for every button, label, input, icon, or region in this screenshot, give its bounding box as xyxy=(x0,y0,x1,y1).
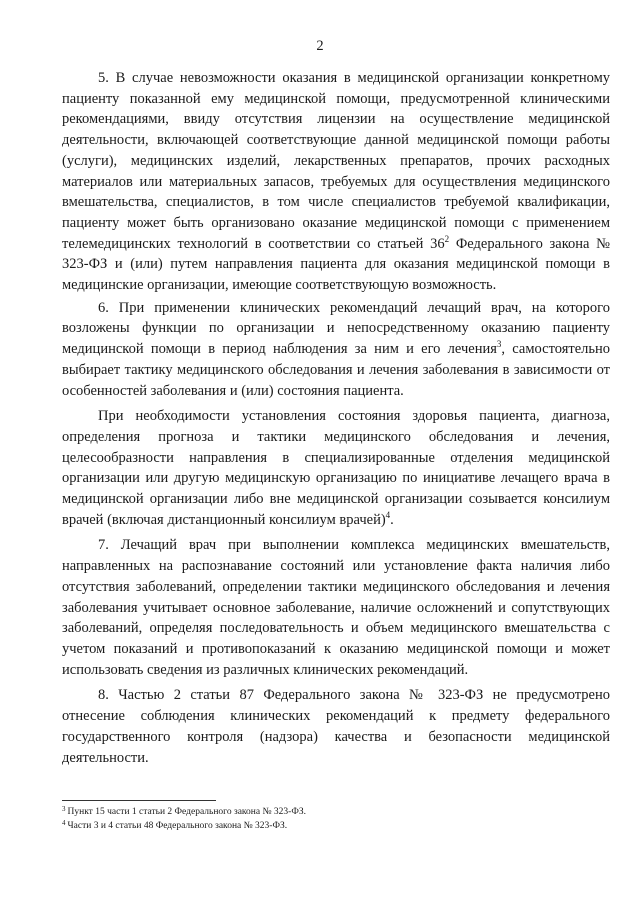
footnotes xyxy=(62,806,610,833)
superscript: 2 xyxy=(444,233,450,244)
footnote-mark: 3 xyxy=(62,805,66,813)
paragraph-8 xyxy=(62,685,610,768)
footnote-ref-4: 4 xyxy=(385,509,391,520)
paragraph-text: . xyxy=(390,511,394,528)
paragraph-text: 7. Лечащий врач при выполнении комплекса медицинских вмешательств, направленных на распознавание состояний или установление факта наличия либо отсутствия заболеваний, определении тактики медицинского обследования и лечения заболевания учитывает основное заболевание, наличие осложнений и сопутствующих заболеваний, определяя последовательность и объем медицинского вмешательства с учетом показаний и противопоказаний к оказанию медицинской помощи и может использовать сведения из различных клинических рекомендаций. xyxy=(62,537,610,678)
paragraph-6 xyxy=(62,298,610,402)
paragraph-5 xyxy=(62,68,610,296)
footnote-3 xyxy=(62,806,610,820)
paragraph-text: 8. Частью 2 статьи 87 Федерального закона № 323-ФЗ не предусмотрено отнесение соблюдения клинических рекомендаций к предмету федерального государственного контроля (надзора) качества и безопасности медицинской деятельности. xyxy=(62,687,610,766)
footnote-text: Пункт 15 части 1 статьи 2 Федерального закона № 323-ФЗ. xyxy=(67,807,306,817)
paragraph-text: Федерального закона № 323-ФЗ и (или) путем направления пациента для оказания медицинской помощи в медицинские организации, имеющие соответствующую возможность. xyxy=(62,235,610,294)
paragraph-text: 5. В случае невозможности оказания в медицинской организации конкретному пациенту показанной ему медицинской помощи, предусмотренной клиническими рекомендациями, ввиду отсутствия лицензии на осуществление медицинской деятельности, включающей соответствующие данной медицинской помощи работы (услуги), медицинских изделий, лекарственных препаратов, прочих расходных материалов или материальных запасов, требуемых для осуществления медицинского вмешательства, специалистов, в том числе специалистов требуемой квалификации, пациенту может быть организовано оказание медицинской помощи с применением телемедицинских технологий в соответствии со статьей 36 xyxy=(62,70,610,252)
footnote-mark: 4 xyxy=(62,818,66,827)
footnote-4 xyxy=(62,820,610,834)
footnote-ref-3: 3 xyxy=(496,339,502,350)
paragraph-text: При необходимости установления состояния здоровья пациента, диагноза, определения прогноза и тактики медицинского обследования и лечения, целесообразности направления в специализированные отделения медицинской организации или другую медицинскую организацию по инициативе лечащего врача в медицинской организации либо вне медицинской организации созывается консилиум врачей (включая дистанционный консилиум врачей) xyxy=(62,408,610,528)
document-body xyxy=(62,68,610,773)
footnote-text: Части 3 и 4 статьи 48 Федерального закона № 323-ФЗ. xyxy=(67,820,288,831)
paragraph-consilium xyxy=(62,406,610,530)
page-number: 2 xyxy=(316,38,324,54)
paragraph-text: , самостоятельно выбирает тактику медицинского обследования и лечения заболевания в зависимости от особенностей заболевания и (или) состояния пациента. xyxy=(62,341,610,399)
footnote-separator xyxy=(62,800,216,801)
paragraph-7 xyxy=(62,535,610,680)
paragraph-text: 6. При применении клинических рекомендаций лечащий врач, на которого возложены функции по организации и непосредственному оказанию пациенту медицинской помощи в период наблюдения за ним и его лечения xyxy=(62,299,610,358)
